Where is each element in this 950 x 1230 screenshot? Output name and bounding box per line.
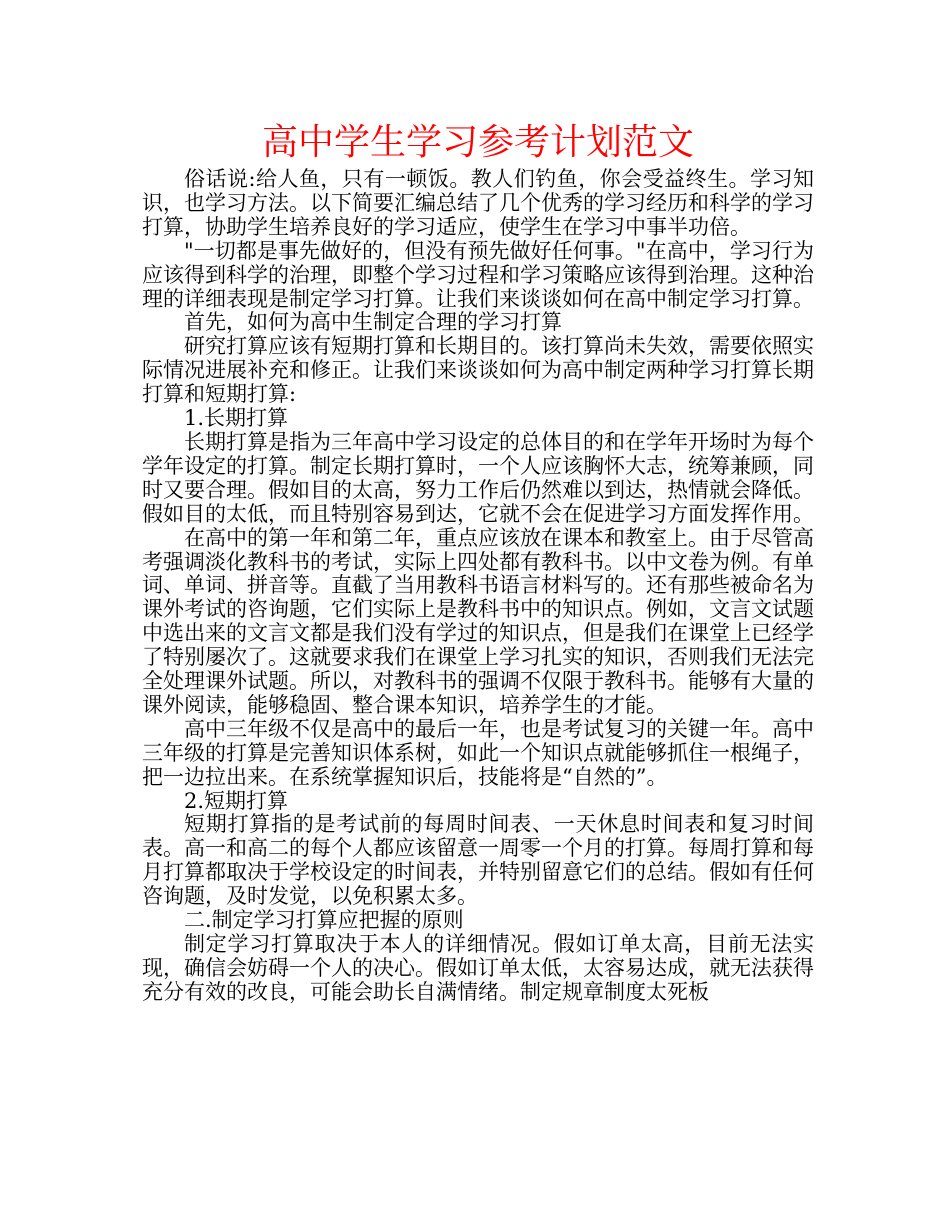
paragraph-plan-types: 研究打算应该有短期打算和长期目的。该打算尚未失效，需要依照实际情况进展补充和修正。让我们来谈谈如何为高中制定两种学习打算长期打算和短期打算: <box>142 334 814 407</box>
paragraph-third-year: 高中三年级不仅是高中的最后一年，也是考试复习的关键一年。高中三年级的打算是完善知识体系树，如此一个知识点就能够抓住一根绳子，把一边拉出来。在系统掌握知识后，技能将是“自然的”。 <box>142 716 814 789</box>
document-page <box>142 118 814 1005</box>
section-heading-principles: 二.制定学习打算应把握的原则 <box>184 908 464 933</box>
paragraph-principles: 制定学习打算取决于本人的详细情况。假如订单太高，目前无法实现，确信会妨碍一个人的决心。假如订单太低，太容易达成，就无法获得充分有效的改良，可能会助长自满情绪。制定规章制度太死板 <box>142 932 814 1004</box>
subheading-long-term-plan: 1.长期打算 <box>184 406 289 431</box>
document-title: 高中学生学习参考计划范文 <box>261 122 694 163</box>
paragraph-long-term: 长期打算是指为三年高中学习设定的总体目的和在学年开场时为每个学年设定的打算。制定长期打算时，一个人应该胸怀大志，统筹兼顾，同时又要合理。假如目的太高，努力工作后仍然难以到达，热情就会降低。假如目的太低，而且特别容易到达，它就不会在促进学习方面发挥作用。 <box>142 429 814 526</box>
paragraph-intro: 俗话说:给人鱼，只有一顿饭。教人们钓鱼，你会受益终生。学习知识，也学习方法。以下简要汇编总结了几个优秀的学习经历和科学的学习打算，协助学生培养良好的学习适应，使学生在学习中事半功倍。 <box>142 167 814 239</box>
paragraph-first-second-year: 在高中的第一年和第二年，重点应该放在课本和教室上。由于尽管高考强调淡化教科书的考试，实际上四处都有教科书。以中文卷为例。有单词、单词、拼音等。直截了当用教科书语言材料写的。还有那些被命名为课外考试的咨询题，它们实际上是教科书中的知识点。例如，文言文试题中选出来的文言文都是我们没有学过的知识点，但是我们在课堂上已经学了特别屡次了。这就要求我们在课堂上学习扎实的知识，否则我们无法完全处理课外试题。所以，对教科书的强调不仅限于教科书。能够有大量的课外阅读，能够稳固、整合课本知识，培养学生的才能。 <box>142 525 814 717</box>
subheading-short-term-plan: 2.短期打算 <box>184 788 289 813</box>
section-heading-first: 首先，如何为高中生制定合理的学习打算 <box>184 310 562 335</box>
paragraph-short-term: 短期打算指的是考试前的每周时间表、一天休息时间表和复习时间表。高一和高二的每个人都应该留意一周零一个月的打算。每周打算和每月打算都取决于学校设定的时间表，并特别留意它们的总结。假如有任何咨询题，及时发觉，以免积累太多。 <box>142 812 814 909</box>
paragraph-quote: "一切都是事先做好的，但没有预先做好任何事。"在高中，学习行为应该得到科学的治理，即整个学习过程和学习策略应该得到治理。这种治理的详细表现是制定学习打算。让我们来谈谈如何在高中制定学习打算。 <box>142 238 814 311</box>
